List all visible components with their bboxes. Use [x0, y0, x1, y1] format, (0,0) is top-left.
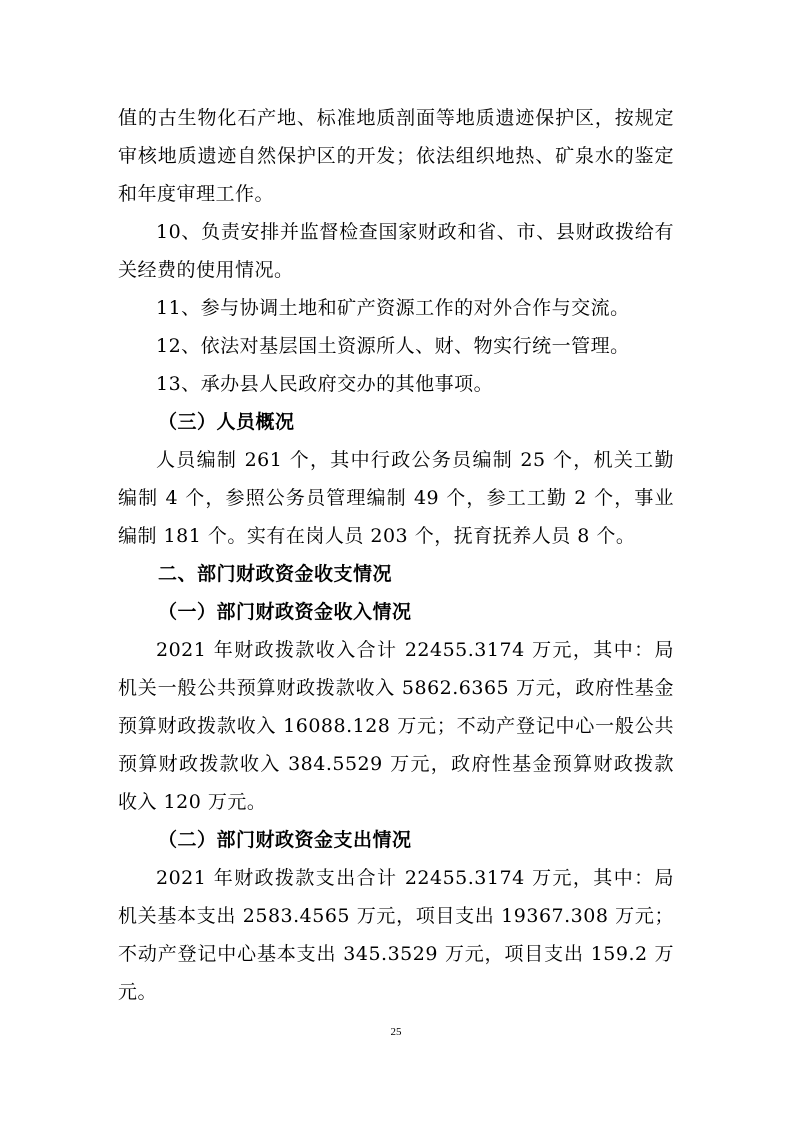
paragraph-item-13: 13、承办县人民政府交办的其他事项。	[156, 373, 494, 395]
paragraph-item-12: 12、依法对基层国土资源所人、财、物实行统一管理。	[156, 335, 630, 357]
paragraph-item-11: 11、参与协调土地和矿产资源工作的对外合作与交流。	[156, 297, 630, 319]
paragraph-item-10: 10、负责安排并监督检查国家财政和省、市、县财政拨给有关经费的使用情况。	[118, 221, 674, 281]
paragraph-continued: 值的古生物化石产地、标准地质剖面等地质遗迹保护区，按规定审核地质遗迹自然保护区的开发；依法组织地热、矿泉水的鉴定和年度审理工作。	[118, 107, 674, 205]
heading-expense: （二）部门财政资金支出情况	[158, 829, 412, 851]
paragraph-expense: 2021 年财政拨款支出合计 22455.3174 万元，其中：局机关基本支出 2583.4565 万元，项目支出 19367.308 万元；不动产登记中心基本支出 345.3529 万元，项目支出 159.2 万元。	[118, 867, 674, 1003]
paragraph-income: 2021 年财政拨款收入合计 22455.3174 万元，其中：局机关一般公共预算财政拨款收入 5862.6365 万元，政府性基金预算财政拨款收入 16088.128 万元；不动产登记中心一般公共预算财政拨款收入 384.5529 万元，政府性基金预算财政拨款收入 120 万元。	[118, 639, 674, 813]
heading-section-2: 二、部门财政资金收支情况	[158, 563, 393, 585]
page-number: 25	[390, 1026, 402, 1038]
heading-personnel-overview: （三）人员概况	[158, 411, 295, 433]
document-body	[118, 99, 674, 1011]
paragraph-personnel: 人员编制 261 个，其中行政公务员编制 25 个，机关工勤编制 4 个，参照公务员管理编制 49 个，参工工勤 2 个，事业编制 181 个。实有在岗人员 203 个，抚育抚养人员 8 个。	[118, 449, 674, 547]
heading-income: （一）部门财政资金收入情况	[158, 601, 412, 623]
